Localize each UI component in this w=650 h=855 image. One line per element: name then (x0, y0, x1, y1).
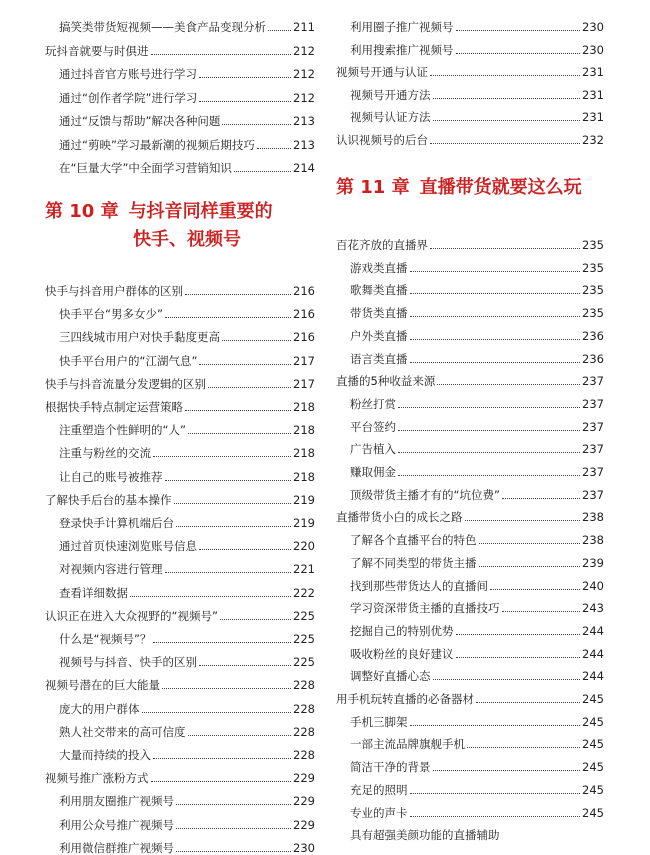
chapter-title-line1: 与抖音同样重要的 (128, 201, 273, 222)
toc-page-number: 231 (582, 110, 604, 124)
toc-entry (45, 324, 315, 344)
toc-dot-leader (222, 340, 291, 341)
toc-entry-title: 一部主流品牌旗舰手机 (350, 737, 465, 752)
toc-entry (336, 277, 604, 297)
toc-entry-title: 对视频内容进行管理 (59, 562, 163, 577)
toc-dot-leader (410, 271, 581, 272)
toc-entry (45, 556, 315, 576)
toc-entry-title: 根据快手特点制定运营策略 (45, 400, 183, 414)
toc-entry-title: 庞大的用户群体 (59, 701, 140, 716)
toc-entry-title: 利用搜索推广视频号 (350, 42, 454, 57)
toc-entry-title: 语言类直播 (350, 351, 408, 366)
toc-dot-leader (188, 735, 292, 736)
toc-page-number: 214 (293, 161, 315, 175)
toc-entry (336, 127, 604, 147)
toc-entry (336, 104, 604, 124)
toc-page-number: 236 (582, 328, 604, 343)
toc-page-number: 231 (582, 87, 604, 102)
toc-page-number: 245 (582, 805, 604, 820)
toc-entry (45, 812, 315, 832)
toc-dot-leader (398, 407, 580, 408)
toc-dot-leader (199, 77, 291, 78)
toc-page-number: 213 (293, 114, 315, 128)
toc-page-number: 245 (582, 737, 604, 752)
toc-page-number: 218 (293, 400, 315, 414)
toc-page-number: 229 (293, 817, 315, 832)
toc-page-number: 220 (293, 539, 315, 554)
toc-page-number: 229 (293, 794, 315, 809)
toc-entry-title: 带货类直播 (350, 306, 408, 321)
toc-dot-leader (188, 433, 291, 434)
toc-page-number: 228 (293, 724, 315, 739)
toc-page-number: 237 (582, 374, 604, 389)
toc-page-number: 211 (293, 20, 315, 34)
toc-dot-leader (398, 430, 580, 431)
toc-entry-title: 利用微信群推广视频号 (59, 840, 174, 855)
toc-entry (45, 788, 315, 808)
toc-entry (45, 394, 315, 414)
toc-entry (336, 300, 604, 320)
toc-dot-leader (234, 171, 291, 172)
toc-entry (45, 132, 315, 152)
toc-entry (45, 835, 315, 855)
toc-entry (336, 82, 604, 102)
toc-entry (336, 618, 604, 638)
toc-dot-leader (130, 596, 291, 597)
toc-dot-leader (208, 387, 291, 388)
toc-page-number: 245 (582, 760, 604, 775)
toc-entry (45, 719, 315, 739)
toc-page-number: 218 (293, 469, 315, 484)
toc-page-number: 225 (293, 608, 315, 623)
toc-entry (45, 464, 315, 484)
toc-dot-leader (199, 665, 291, 666)
toc-entry-title: 百花齐放的直播界 (336, 238, 428, 252)
toc-entry-title: 顶级带货主播才有的“坑位费” (350, 487, 500, 502)
toc-entry (336, 59, 604, 79)
toc-dot-leader (162, 688, 291, 689)
toc-dot-leader (220, 619, 291, 620)
toc-entry-title: 利用朋友圈推广视频号 (59, 794, 174, 809)
toc-entry-title: 快手平台“男多女少” (59, 307, 163, 322)
toc-entry-title: 户外类直播 (350, 328, 408, 343)
toc-entry-title: 歌舞类直播 (350, 283, 408, 298)
toc-page-number: 237 (582, 442, 604, 457)
toc-entry-title: 快手平台用户的“江湖气息” (59, 353, 198, 368)
toc-entry-title: 注重塑造个性鲜明的“人” (59, 423, 186, 438)
toc-page-number: 212 (293, 67, 315, 81)
toc-dot-leader (467, 747, 580, 748)
toc-dot-leader (176, 804, 291, 805)
toc-dot-leader (165, 480, 292, 481)
toc-entry (336, 368, 604, 388)
toc-page-number: 240 (582, 578, 604, 593)
toc-page-number: 244 (582, 669, 604, 684)
toc-page-number: 237 (582, 396, 604, 411)
toc-page-number: 217 (293, 353, 315, 368)
chapter-title-line1: 直播带货就要这么玩 (419, 177, 582, 198)
toc-entry-title: 利用公众号推广视频号 (59, 817, 174, 832)
toc-dot-leader (268, 30, 291, 31)
toc-entry (336, 686, 604, 706)
toc-entry-title: 通过抖音官方账号进行学习 (59, 67, 197, 81)
toc-entry-title: 广告植入 (350, 442, 396, 457)
toc-entry-title: 视频号认证方法 (350, 110, 431, 124)
toc-entry-title: 视频号开通方法 (350, 87, 431, 102)
toc-page-number: 218 (293, 446, 315, 461)
chapter-10-heading (45, 200, 315, 224)
toc-entry-title: 视频号与抖音、快手的区别 (59, 655, 197, 670)
toc-page-number: 230 (582, 42, 604, 57)
toc-entry (45, 14, 315, 34)
toc-entry (45, 626, 315, 646)
toc-dot-leader (176, 828, 291, 829)
toc-page-number: 237 (582, 465, 604, 479)
toc-entry-title: 大量而持续的投入 (59, 748, 151, 762)
toc-entry (336, 391, 604, 411)
toc-entry (336, 822, 604, 842)
toc-entry-title: 手机三脚架 (350, 714, 408, 729)
toc-dot-leader (456, 634, 581, 635)
toc-page-number: 228 (293, 748, 315, 762)
toc-dot-leader (153, 642, 291, 643)
toc-entry (336, 595, 604, 615)
toc-dot-leader (151, 54, 292, 55)
toc-dot-leader (410, 816, 581, 817)
toc-entry (45, 649, 315, 669)
toc-entry-title: 调整好直播心态 (350, 669, 431, 684)
toc-entry (45, 603, 315, 623)
toc-entry-title: 通过“反馈与帮助”解决各种问题 (59, 114, 221, 128)
toc-dot-leader (465, 520, 581, 521)
toc-page-number: 236 (582, 351, 604, 366)
toc-entry (45, 765, 315, 785)
toc-entry-title: 学习资深带货主播的直播技巧 (350, 601, 500, 616)
toc-entry-title: 认识视频号的后台 (336, 132, 428, 147)
toc-page-number: 216 (293, 307, 315, 322)
toc-entry-title: 利用圈子推广视频号 (350, 20, 454, 34)
toc-entry-title: 登录快手计算机端后台 (59, 516, 174, 530)
toc-entry-title: 快手与抖音流量分发逻辑的区别 (45, 376, 206, 391)
chapter-10-heading-line2 (133, 228, 315, 252)
toc-entry (336, 663, 604, 683)
toc-entry (45, 696, 315, 716)
toc-entry (336, 550, 604, 570)
toc-page-number: 245 (582, 692, 604, 706)
toc-entry-title: 专业的声卡 (350, 805, 408, 820)
toc-dot-leader (502, 611, 581, 612)
toc-entry (336, 504, 604, 524)
toc-page-number: 228 (293, 701, 315, 716)
toc-entry (45, 38, 315, 58)
toc-page-number: 244 (582, 646, 604, 661)
toc-entry (45, 440, 315, 460)
toc-entry-title: 视频号开通与认证 (336, 65, 428, 79)
toc-entry (336, 436, 604, 456)
toc-entry (45, 510, 315, 530)
toc-entry (336, 255, 604, 275)
toc-entry (336, 323, 604, 343)
toc-entry-title: 了解各个直播平台的特色 (350, 533, 477, 548)
toc-entry (45, 371, 315, 391)
toc-entry-title: 平台签约 (350, 419, 396, 434)
toc-dot-leader (430, 75, 580, 76)
toc-dot-leader (222, 124, 291, 125)
toc-dot-leader (437, 384, 580, 385)
toc-entry-title: 视频号潜在的巨大能量 (45, 678, 160, 693)
toc-dot-leader (479, 566, 581, 567)
toc-dot-leader (479, 543, 581, 544)
toc-dot-leader (185, 294, 291, 295)
toc-dot-leader (199, 364, 291, 365)
toc-entry-title: 在“巨量大学”中全面学习营销知识 (59, 161, 232, 175)
toc-dot-leader (142, 712, 292, 713)
toc-entry-title: 直播的5种收益来源 (336, 374, 436, 389)
toc-page-number: 238 (582, 533, 604, 548)
chapter-11-heading (336, 176, 604, 200)
toc-entry (336, 346, 604, 366)
toc-page-number: 212 (293, 90, 315, 105)
toc-page-number: 235 (582, 238, 604, 252)
toc-page-number: 217 (293, 376, 315, 391)
toc-dot-leader (410, 362, 581, 363)
toc-entry (336, 800, 604, 820)
toc-dot-leader (153, 758, 291, 759)
toc-dot-leader (174, 503, 292, 504)
toc-page-number: 229 (293, 771, 315, 786)
toc-entry-title: 直播带货小白的成长之路 (336, 510, 463, 525)
toc-dot-leader (410, 725, 581, 726)
toc-entry (336, 777, 604, 797)
toc-entry-title: 通过“创作者学院”进行学习 (59, 90, 198, 105)
toc-dot-leader (176, 851, 291, 852)
toc-page-number: 225 (293, 655, 315, 670)
toc-page-number: 231 (582, 65, 604, 79)
toc-entry (45, 580, 315, 600)
toc-entry-title: 简洁干净的背景 (350, 760, 431, 775)
toc-entry (336, 459, 604, 479)
toc-page-number: 230 (582, 20, 604, 34)
toc-page-number: 213 (293, 137, 315, 152)
toc-entry (336, 573, 604, 593)
toc-dot-leader (456, 30, 581, 31)
toc-entry (336, 527, 604, 547)
toc-dot-leader (153, 456, 291, 457)
toc-dot-leader (433, 120, 581, 121)
toc-entry (45, 61, 315, 81)
toc-entry (336, 709, 604, 729)
toc-dot-leader (151, 781, 292, 782)
toc-entry-title: 注重与粉丝的交流 (59, 446, 151, 461)
toc-page-number: 221 (293, 562, 315, 577)
toc-page-number: 218 (293, 423, 315, 438)
toc-entry-title: 通过首页快速浏览账号信息 (59, 539, 197, 554)
toc-dot-leader (456, 53, 581, 54)
toc-entry (45, 742, 315, 762)
toc-entry (336, 14, 604, 34)
toc-entry (336, 414, 604, 434)
toc-dot-leader (199, 549, 291, 550)
toc-entry (45, 278, 315, 298)
toc-entry-title: 让自己的账号被推荐 (59, 469, 163, 484)
toc-entry-title: 了解不同类型的带货主播 (350, 555, 477, 570)
toc-dot-leader (490, 589, 580, 590)
toc-dot-leader (430, 143, 580, 144)
toc-page-number: 245 (582, 714, 604, 729)
toc-dot-leader (410, 316, 581, 317)
toc-page-number: 232 (582, 132, 604, 147)
toc-entry-title: 通过“剪映”学习最新潮的视频后期技巧 (59, 137, 255, 152)
toc-entry (45, 417, 315, 437)
toc-dot-leader (433, 98, 581, 99)
toc-entry-title: 了解快手后台的基本操作 (45, 492, 172, 507)
toc-entry (336, 37, 604, 57)
toc-dot-leader (165, 317, 291, 318)
toc-entry-title: 吸收粉丝的良好建议 (350, 646, 454, 661)
toc-entry (336, 731, 604, 751)
toc-dot-leader (176, 526, 291, 527)
toc-dot-leader (185, 410, 291, 411)
toc-entry-title: 粉丝打赏 (350, 396, 396, 411)
toc-entry (336, 232, 604, 252)
toc-dot-leader (433, 770, 581, 771)
toc-page-number: 230 (293, 840, 315, 855)
toc-entry-title: 快手与抖音用户群体的区别 (45, 284, 183, 298)
toc-entry (45, 533, 315, 553)
toc-page-number: 219 (293, 516, 315, 530)
toc-entry (336, 641, 604, 661)
toc-entry-title: 三四线城市用户对快手黏度更高 (59, 330, 220, 345)
toc-entry-title: 充足的照明 (350, 782, 408, 797)
toc-page-number: 222 (293, 585, 315, 600)
toc-dot-leader (410, 793, 581, 794)
toc-entry-title: 赚取佣金 (350, 465, 396, 479)
toc-page-number: 235 (582, 283, 604, 298)
toc-entry (45, 155, 315, 175)
toc-entry (45, 487, 315, 507)
toc-dot-leader (165, 572, 292, 573)
toc-dot-leader (257, 148, 291, 149)
chapter-number: 第 10 章 (45, 201, 119, 222)
toc-dot-leader (410, 339, 581, 340)
chapter-number: 第 11 章 (336, 177, 410, 198)
chapter-title-line2: 快手、视频号 (133, 229, 241, 250)
toc-dot-leader (430, 248, 580, 249)
toc-page-number: 216 (293, 284, 315, 298)
toc-entry-title: 用手机玩转直播的必备器材 (336, 692, 474, 706)
toc-entry (45, 85, 315, 105)
toc-page-number: 245 (582, 782, 604, 797)
toc-page-number: 225 (293, 632, 315, 646)
toc-dot-leader (398, 452, 580, 453)
toc-entry-title: 查看详细数据 (59, 585, 128, 600)
toc-entry-title: 游戏类直播 (350, 260, 408, 275)
toc-page-number: 237 (582, 419, 604, 434)
toc-entry-title: 搞笑类带货短视频——美食产品变现分析 (59, 20, 266, 34)
toc-page-number: 235 (582, 260, 604, 275)
toc-entry-title: 熟人社交带来的高可信度 (59, 724, 186, 739)
toc-page-number: 228 (293, 678, 315, 693)
toc-dot-leader (410, 293, 581, 294)
toc-entry-title: 找到那些带货达人的直播间 (350, 578, 488, 593)
toc-entry-title: 玩抖音就要与时俱进 (45, 43, 149, 58)
toc-entry (336, 754, 604, 774)
toc-entry (45, 108, 315, 128)
toc-entry (336, 482, 604, 502)
toc-dot-leader (433, 679, 581, 680)
toc-page-number: 244 (582, 623, 604, 638)
toc-page-number: 239 (582, 555, 604, 570)
toc-entry-title: 认识正在进入大众视野的“视频号” (45, 608, 218, 623)
toc-entry-title: 什么是“视频号”？ (59, 632, 152, 646)
toc-entry (45, 301, 315, 321)
toc-page-number: 216 (293, 330, 315, 345)
toc-dot-leader (502, 498, 580, 499)
toc-dot-leader (398, 475, 580, 476)
toc-entry-title: 视频号推广涨粉方式 (45, 771, 149, 786)
toc-page-number: 243 (582, 601, 604, 616)
toc-dot-leader (199, 101, 291, 102)
toc-entry (45, 348, 315, 368)
toc-dot-leader (456, 657, 581, 658)
toc-page-number: 237 (582, 487, 604, 502)
toc-page-number: 235 (582, 306, 604, 321)
toc-page-number: 212 (293, 43, 315, 58)
toc-entry (45, 672, 315, 692)
toc-dot-leader (476, 702, 580, 703)
toc-page-number: 238 (582, 510, 604, 525)
toc-entry-title: 挖掘自己的特别优势 (350, 623, 454, 638)
toc-page-number: 219 (293, 492, 315, 507)
toc-entry-title: 具有超强美颜功能的直播辅助 (350, 828, 500, 843)
